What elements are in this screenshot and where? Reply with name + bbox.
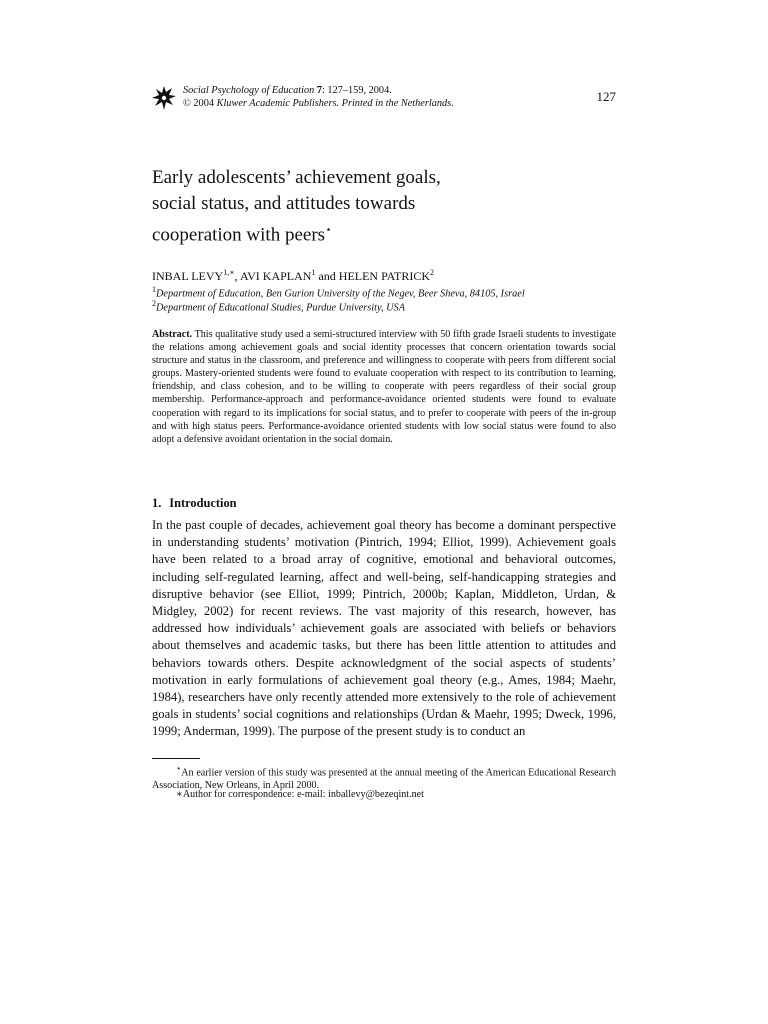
page-number: 127 <box>596 89 616 104</box>
author-3-affil: 2 <box>430 268 435 277</box>
body-paragraph: In the past couple of decades, achievement goal theory has become a dominant perspective in understanding students’ motivation (Pintrich, 1994; Elliot, 1999). Achievement goals have been related to a broad array of cognitive, emotional and behavioral outcomes, including self-regulated learning, affect and well-being, self-handicapping strategies and disruptive behavior (see Elliot, 1999; Pintrich, 2000b; Kaplan, Middleton, Urdan, & Midgley, 2002) for recent reviews. The vast majority of this research, however, has addressed how individuals’ achievement goals are associated with beliefs or behaviors about themselves and academic tasks, but there has been little attention to attitudes and behaviors towards others. Despite acknowledgment of the social aspects of students’ motivation in early formulations of achievement goal theory (e.g., Ames, 1984; Maehr, 1984), researchers have only recently attended more extensively to the role of achievement goals in students’ social cognitions and relationships (Urdan & Maehr, 1995; Dweck, 1996, 1999; Anderman, 1999). The purpose of the present study is to conduct an <box>152 518 616 739</box>
affiliation-2-text: Department of Educational Studies, Purdue University, USA <box>156 302 405 314</box>
journal-pages-year: : 127–159, 2004. <box>322 85 392 96</box>
title-line-3-text: cooperation with peers <box>152 224 326 246</box>
journal-name: Social Psychology of Education <box>183 85 315 96</box>
section-heading <box>152 496 237 511</box>
abstract-label: Abstract. <box>152 329 193 340</box>
title-line-1: Early adolescents’ achievement goals, <box>152 167 441 188</box>
affiliation-1-text: Department of Education, Ben Gurion University of the Negev, Beer Sheva, 84105, Israel <box>156 288 525 300</box>
footnote-1-text: An earlier version of this study was presented at the annual meeting of the American Educational Research Association, New Orleans, in April 2000. <box>152 767 616 792</box>
copyright-line <box>183 97 454 110</box>
title-line-2: social status, and attitudes towards <box>152 193 416 214</box>
publisher-name: Kluwer Academic Publishers. Printed in the Netherlands. <box>216 98 454 109</box>
title-footnote-mark: ⋆ <box>325 224 332 236</box>
title-line-3 <box>152 217 592 248</box>
paper-title <box>152 165 592 248</box>
author-2-affil: 1 <box>311 268 316 277</box>
author-1-affil: 1,∗ <box>223 268 235 277</box>
footnote-2 <box>152 788 616 801</box>
footnote-2-text: Author for correspondence: e-mail: inballevy@bezeqint.net <box>182 789 424 800</box>
footnote-2-mark: ∗ <box>176 789 183 800</box>
footnote-1-mark: ⋆ <box>176 764 182 773</box>
kluwer-logo-icon <box>152 86 176 110</box>
abstract-text: This qualitative study used a semi-structured interview with 50 fifth grade Israeli students to investigate the relations among achievement goals and social identity processes that concern orientation towards social structure and status in the classroom, and preference and willingness to cooperate with peers from different social groups. Mastery-oriented students were found to evaluate cooperation with respect to its contribution to learning, friendship, and class cohesion, and to be willing to cooperate with peers regardless of their social group membership. Performance-approach and performance-avoidance oriented students were found to evaluate cooperation with regard to its implications for social status, and to prefer to cooperate with peers of the in-group and with high status peers. Performance-avoidance oriented students with low social status were found to also adopt a defensive avoidant orientation in the social domain. <box>152 329 616 445</box>
footnote-rule <box>152 758 200 759</box>
section-number: 1. <box>152 496 162 510</box>
journal-citation-line <box>183 84 454 97</box>
affiliation-2 <box>152 298 622 314</box>
affiliation-1-mark: 1 <box>152 285 156 294</box>
author-list <box>152 266 622 283</box>
author-2: , AVI KAPLAN <box>234 269 312 283</box>
journal-volume: 7 <box>316 85 322 96</box>
author-1: INBAL LEVY <box>152 269 224 283</box>
copyright-prefix: © 2004 <box>183 98 214 109</box>
affiliation-2-mark: 2 <box>152 299 156 308</box>
journal-header <box>183 84 454 110</box>
section-title: Introduction <box>169 496 237 510</box>
abstract <box>152 328 616 446</box>
author-3: and HELEN PATRICK <box>315 269 431 283</box>
